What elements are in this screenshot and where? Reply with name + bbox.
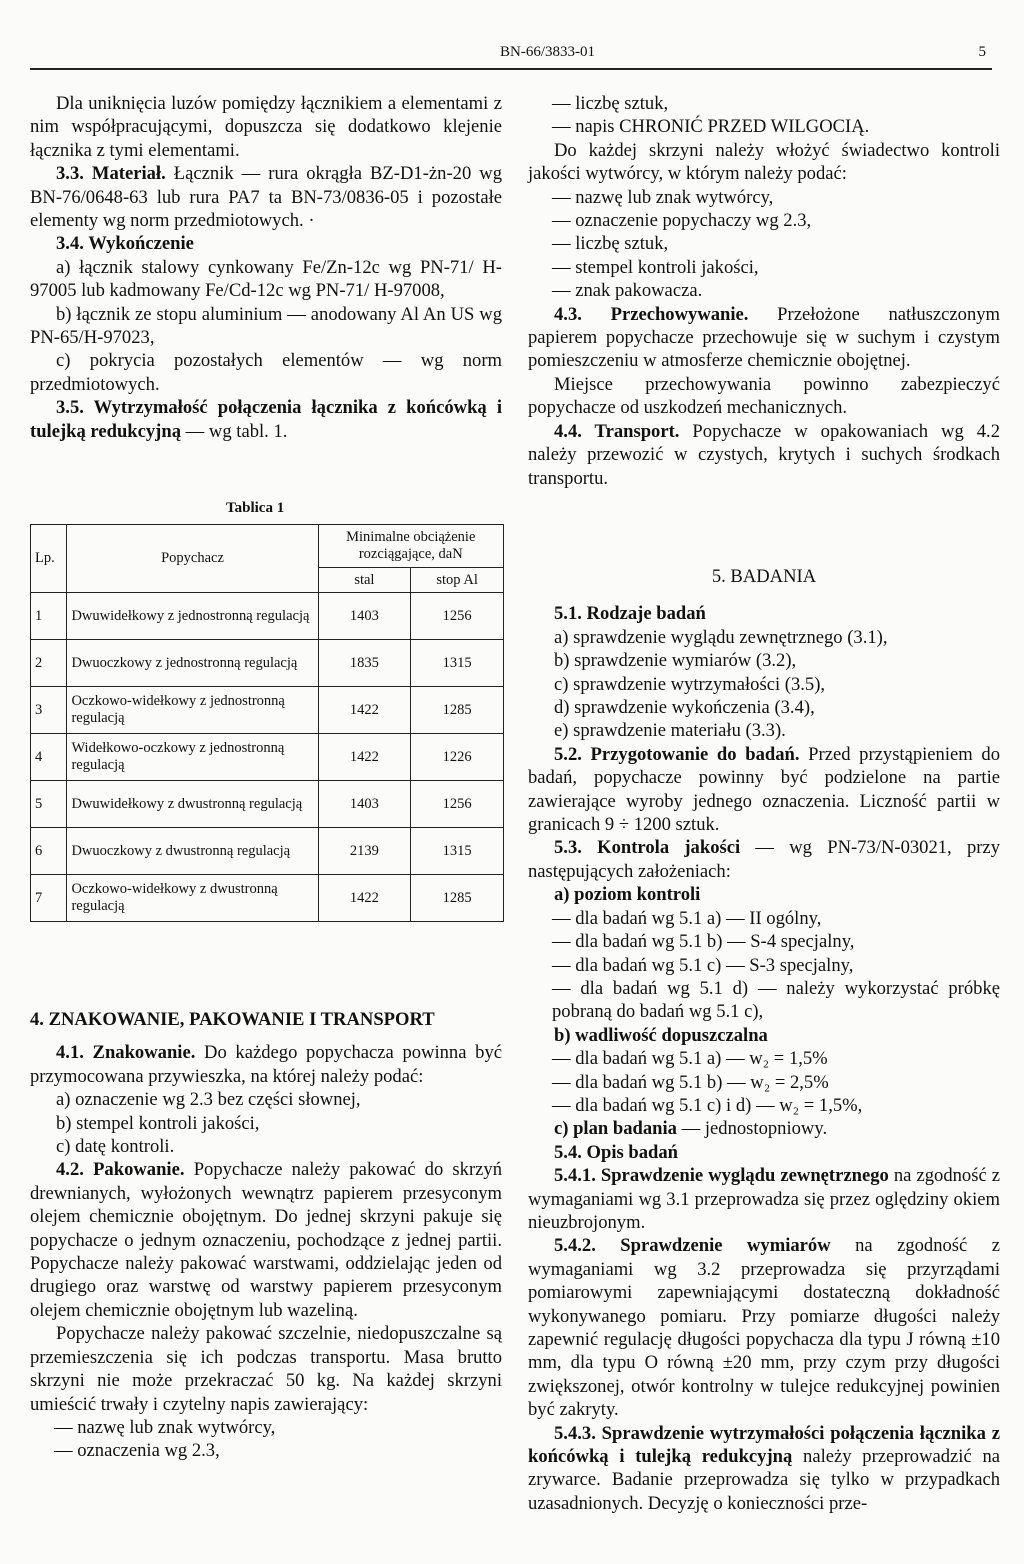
table-title: Tablica 1 bbox=[226, 500, 285, 516]
paragraph bbox=[528, 373, 1000, 420]
paragraph-lead: 3.4. Wykończenie bbox=[56, 233, 194, 255]
header-stop-al: stop Al bbox=[411, 568, 504, 593]
paragraph bbox=[528, 139, 1000, 186]
paragraph bbox=[30, 1416, 502, 1439]
paragraph bbox=[30, 1135, 502, 1158]
paragraph-text: na zgodność z wymaganiami wg 3.2 przeprowadza się przyrządami pomiarowymi zapewniającymi dostateczną dokładność wykonywanego pomiaru. Przy pomiarze długości należy zapewnić regulację długości popychacza dla typu J równą ±10 mm, dla typu O równą ±20 mm, przy czym przy długości zwiększonej, otwór kontrolny w tulejce redukcyjnej powinien być zakryty. bbox=[528, 1235, 1000, 1421]
paragraph-text: — dla badań wg 5.1 c) i d) — w₂ = 1,5%, bbox=[552, 1094, 863, 1116]
paragraph-text: — dla badań wg 5.1 a) — II ogólny, bbox=[552, 907, 822, 929]
paragraph bbox=[528, 1234, 1000, 1421]
paragraph bbox=[528, 883, 1000, 906]
paragraph-lead: 5.2. Przygotowanie do badań. bbox=[554, 743, 800, 765]
paragraph-lead: c) plan badania bbox=[554, 1118, 677, 1140]
paragraph-lead: 5.4.3. Sprawdzenie wytrzymałości połączenia łącznika z końcówką i tulejką redukcyjną bbox=[528, 1422, 1000, 1468]
cell-al: 1256 bbox=[411, 781, 504, 828]
paragraph-text: Do każdego popychacza powinna być przymocowana przywieszka, na której należy podać: bbox=[30, 1042, 502, 1087]
table-body bbox=[31, 593, 504, 922]
paragraph-text: Popychacze należy pakować szczelnie, niedopuszczalne są przemieszczenia się ich podczas transportu. Masa brutto skrzyni nie może przekraczać 50 kg. Na każdej skrzyni umieścić trwały i czytelny napis zawierający: bbox=[30, 1323, 502, 1415]
paragraph-text: Popychacze należy pakować do skrzyń drewnianych, wyłożonych wewnątrz papierem przesyconym olejem chemicznie obojętnym. Do jednej skrzyni pakuje się popychacze o jednym oznaczeniu, pochodzące z jednej partii. Popychacze należy pakować warstwami, oddzielając jeden od drugiego oraz warstwę od warstwy papierem przesyconym olejem chemicznie obojętnym lub wazeliną. bbox=[30, 1159, 503, 1321]
paragraph-text: — nazwę lub znak wytwórcy, bbox=[552, 186, 774, 208]
cell-name: Dwuwidełkowy z dwustronną regulacją bbox=[67, 781, 318, 828]
paragraph bbox=[30, 303, 502, 350]
paragraph-text: — dla badań wg 5.1 c) — S-3 specjalny, bbox=[552, 954, 854, 976]
paragraph bbox=[528, 420, 1000, 490]
paragraph bbox=[30, 1041, 502, 1088]
paragraph bbox=[528, 92, 1000, 115]
cell-name: Oczkowo-widełkowy z jednostronną regulacją bbox=[67, 687, 318, 734]
paragraph-lead: 5.4. Opis badań bbox=[554, 1141, 679, 1163]
table-row bbox=[31, 640, 504, 687]
paragraph-lead: 4.1. Znakowanie. bbox=[56, 1042, 196, 1064]
paragraph-text: Przed przystąpieniem do badań, popychacze powinny być podzielone na partie zawierające wyroby jednego oznaczenia. Liczność partii w granicach 9 ÷ 1200 sztuk. bbox=[528, 743, 1000, 836]
paragraph-text: — oznaczenia wg 2.3, bbox=[54, 1440, 220, 1462]
cell-lp: 7 bbox=[31, 875, 67, 922]
paragraph bbox=[528, 954, 1000, 977]
cell-name: Dwuwidełkowy z jednostronną regulacją bbox=[67, 593, 318, 640]
paragraph-text: — dla badań wg 5.1 b) — w₂ = 2,5% bbox=[552, 1071, 829, 1093]
paragraph bbox=[528, 930, 1000, 953]
paragraph-text: — liczbę sztuk, bbox=[552, 93, 669, 114]
paragraph-lead: b) wadliwość dopuszczalna bbox=[554, 1024, 768, 1046]
paragraph bbox=[30, 162, 502, 232]
table-row bbox=[31, 687, 504, 734]
paragraph-text: — wg tabl. 1. bbox=[181, 420, 288, 442]
paragraph bbox=[528, 1422, 1000, 1516]
paragraph bbox=[30, 92, 502, 162]
cell-al: 1285 bbox=[411, 875, 504, 922]
cell-lp: 3 bbox=[31, 687, 67, 734]
paragraph-lead: 5.1. Rodzaje badań bbox=[554, 603, 706, 625]
page-header bbox=[30, 38, 992, 70]
cell-lp: 5 bbox=[31, 781, 67, 828]
paragraph-text: Miejsce przechowywania powinno zabezpieczyć popychacze od uszkodzeń mechanicznych. bbox=[528, 373, 1000, 419]
paragraph-text: b) łącznik ze stopu aluminium — anodowany Al An US wg PN-65/H-97023, bbox=[30, 303, 502, 349]
header-stal: stal bbox=[318, 568, 411, 593]
table-header-row bbox=[31, 525, 504, 568]
paragraph bbox=[528, 602, 1000, 625]
paragraph-lead: 4.2. Pakowanie. bbox=[56, 1159, 185, 1181]
cell-stal: 1422 bbox=[318, 875, 411, 922]
paragraph bbox=[528, 186, 1000, 209]
paragraph bbox=[30, 396, 502, 443]
cell-name: Dwuoczkowy z jednostronną regulacją bbox=[67, 640, 318, 687]
paragraph-text: a) łącznik stalowy cynkowany Fe/Zn-12c wg PN-71/ H-97005 lub kadmowany Fe/Cd-12c wg PN-71/ H-97008, bbox=[30, 256, 502, 302]
paragraph bbox=[528, 696, 1000, 719]
paragraph-lead: 5.3. Kontrola jakości bbox=[554, 837, 741, 859]
paragraph bbox=[528, 977, 1000, 1024]
paragraph-text: — znak pakowacza. bbox=[552, 280, 703, 302]
cell-stal: 1835 bbox=[318, 640, 411, 687]
paragraph-lead: 3.5. Wytrzymałość połączenia łącznika z końcówką i tulejką redukcyjną bbox=[30, 397, 502, 442]
table-row bbox=[31, 875, 504, 922]
cell-stal: 1422 bbox=[318, 734, 411, 781]
cell-al: 1315 bbox=[411, 640, 504, 687]
cell-lp: 4 bbox=[31, 734, 67, 781]
paragraph bbox=[528, 836, 1000, 883]
paragraph bbox=[528, 1047, 1000, 1070]
table-row bbox=[31, 734, 504, 781]
table-row bbox=[31, 593, 504, 640]
cell-lp: 1 bbox=[31, 593, 67, 640]
paragraph-lead: 3.3. Materiał. bbox=[56, 163, 166, 185]
paragraph-text: b) sprawdzenie wymiarów (3.2), bbox=[554, 650, 797, 672]
paragraph-text: — wg PN-73/N-03021, przy następujących założeniach: bbox=[528, 837, 1000, 882]
cell-name: Dwuoczkowy z dwustronną regulacją bbox=[67, 828, 318, 875]
header-popychacz: Popychacz bbox=[67, 525, 318, 593]
paragraph-text: — dla badań wg 5.1 a) — w₂ = 1,5% bbox=[552, 1048, 828, 1070]
cell-al: 1226 bbox=[411, 734, 504, 781]
paragraph-text: — liczbę sztuk, bbox=[552, 233, 669, 255]
paragraph-text: — dla badań wg 5.1 d) — należy wykorzystać próbkę pobraną do badań wg 5.1 c), bbox=[552, 977, 1000, 1023]
paragraph-text: a) sprawdzenie wyglądu zewnętrznego (3.1), bbox=[554, 626, 888, 648]
section-heading: 4. ZNAKOWANIE, PAKOWANIE I TRANSPORT bbox=[30, 1009, 435, 1030]
cell-lp: 2 bbox=[31, 640, 67, 687]
paragraph bbox=[30, 1439, 502, 1462]
left-column-top bbox=[30, 92, 502, 443]
paragraph-text: Do każdej skrzyni należy włożyć świadectwo kontroli jakości wytwórcy, w którym należy podać: bbox=[528, 139, 1000, 185]
paragraph bbox=[528, 303, 1000, 373]
cell-al: 1315 bbox=[411, 828, 504, 875]
paragraph-text: — dla badań wg 5.1 b) — S-4 specjalny, bbox=[552, 931, 855, 953]
paragraph bbox=[30, 232, 502, 255]
paragraph bbox=[528, 115, 1000, 138]
paragraph-text: c) sprawdzenie wytrzymałości (3.5), bbox=[554, 673, 826, 695]
paragraph bbox=[528, 673, 1000, 696]
paragraph bbox=[528, 1141, 1000, 1164]
paragraph-text: na zgodność z wymaganiami wg 3.1 przeprowadza się przez oględziny okiem nieuzbrojonym. bbox=[528, 1165, 1000, 1233]
cell-al: 1285 bbox=[411, 687, 504, 734]
table-row bbox=[31, 781, 504, 828]
paragraph-text: — stempel kontroli jakości, bbox=[552, 256, 759, 278]
left-column-bottom bbox=[30, 1008, 502, 1463]
paragraph bbox=[528, 1071, 1000, 1094]
paragraph-text: należy przeprowadzić na zrywarce. Badanie przeprowadza się tylko w przypadkach uzasadnionych. Decyzję o konieczności prze- bbox=[528, 1446, 1000, 1514]
paragraph bbox=[30, 1322, 502, 1416]
paragraph bbox=[528, 1117, 1000, 1140]
paragraph bbox=[528, 1164, 1000, 1234]
cell-stal: 1403 bbox=[318, 781, 411, 828]
paragraph bbox=[528, 907, 1000, 930]
paragraph-lead: a) poziom kontroli bbox=[554, 884, 701, 906]
cell-lp: 6 bbox=[31, 828, 67, 875]
paragraph-text: d) sprawdzenie wykończenia (3.4), bbox=[554, 697, 815, 719]
paragraph bbox=[528, 719, 1000, 742]
cell-name: Oczkowo-widełkowy z dwustronną regulacją bbox=[67, 875, 318, 922]
paragraph bbox=[30, 349, 502, 396]
paragraph-text: Popychacze w opakowaniach wg 4.2 należy przewozić w czystych, krytych i suchych środkach transportu. bbox=[528, 420, 1000, 489]
header-lp: Lp. bbox=[31, 525, 67, 593]
paragraph bbox=[30, 1158, 502, 1322]
paragraph-text: Dla uniknięcia luzów pomiędzy łącznikiem a elementami z nim współpracującymi, dopuszcza się dodatkowo klejenie łącznika z tymi elementami. bbox=[30, 93, 502, 161]
paragraph bbox=[528, 1024, 1000, 1047]
paragraph-text: b) stempel kontroli jakości, bbox=[56, 1112, 260, 1134]
cell-stal: 1422 bbox=[318, 687, 411, 734]
paragraph bbox=[528, 743, 1000, 837]
right-column-bottom bbox=[528, 565, 1000, 1515]
paragraph bbox=[528, 209, 1000, 232]
cell-name: Widełkowo-oczkowy z jednostronną regulacją bbox=[67, 734, 318, 781]
paragraph-text: — oznaczenie popychaczy wg 2.3, bbox=[552, 210, 812, 232]
paragraph bbox=[30, 1088, 502, 1111]
paragraph bbox=[528, 1094, 1000, 1117]
paragraph-text: c) datę kontroli. bbox=[56, 1136, 175, 1158]
paragraph-text: — napis CHRONIĆ PRZED WILGOCIĄ. bbox=[552, 116, 870, 138]
paragraph-text: Przełożone natłuszczonym papierem popychacze przechowuje się w suchym i czystym pomieszczeniu w atmosferze chemicznie obojętnej. bbox=[528, 303, 1000, 372]
page-number: 5 bbox=[978, 44, 986, 60]
paragraph-lead: 5.4.1. Sprawdzenie wyglądu zewnętrznego bbox=[554, 1165, 889, 1187]
paragraph bbox=[528, 256, 1000, 279]
paragraph-text: c) pokrycia pozostałych elementów — wg norm przedmiotowych. bbox=[30, 350, 502, 395]
paragraph bbox=[528, 232, 1000, 255]
paragraph-text: Łącznik — rura okrągła BZ-D1-żn-20 wg BN-76/0648-63 lub rura PA7 ta BN-73/0836-05 i pozostałe elementy wg norm przedmiotowych. · bbox=[30, 163, 502, 232]
paragraph-text: a) oznaczenie wg 2.3 bez części słownej, bbox=[56, 1089, 361, 1111]
paragraph bbox=[30, 1112, 502, 1135]
cell-al: 1256 bbox=[411, 593, 504, 640]
paragraph-lead: 4.3. Przechowywanie. bbox=[554, 303, 749, 325]
section-heading: 5. BADANIA bbox=[711, 566, 817, 587]
table-1 bbox=[30, 524, 504, 922]
paragraph bbox=[528, 626, 1000, 649]
paragraph bbox=[30, 256, 502, 303]
paragraph bbox=[528, 279, 1000, 302]
cell-stal: 1403 bbox=[318, 593, 411, 640]
cell-stal: 2139 bbox=[318, 828, 411, 875]
header-load: Minimalne obciążenie rozciągające, daN bbox=[318, 525, 503, 568]
paragraph-text: — jednostopniowy. bbox=[676, 1118, 828, 1140]
right-column-top bbox=[528, 92, 1000, 490]
document-id: BN-66/3833-01 bbox=[500, 44, 595, 60]
paragraph-text: — nazwę lub znak wytwórcy, bbox=[54, 1416, 276, 1438]
table-row bbox=[31, 828, 504, 875]
paragraph bbox=[528, 649, 1000, 672]
paragraph-lead: 4.4. Transport. bbox=[554, 420, 680, 442]
paragraph-lead: 5.4.2. Sprawdzenie wymiarów bbox=[554, 1235, 831, 1257]
paragraph-text: e) sprawdzenie materiału (3.3). bbox=[554, 720, 786, 742]
